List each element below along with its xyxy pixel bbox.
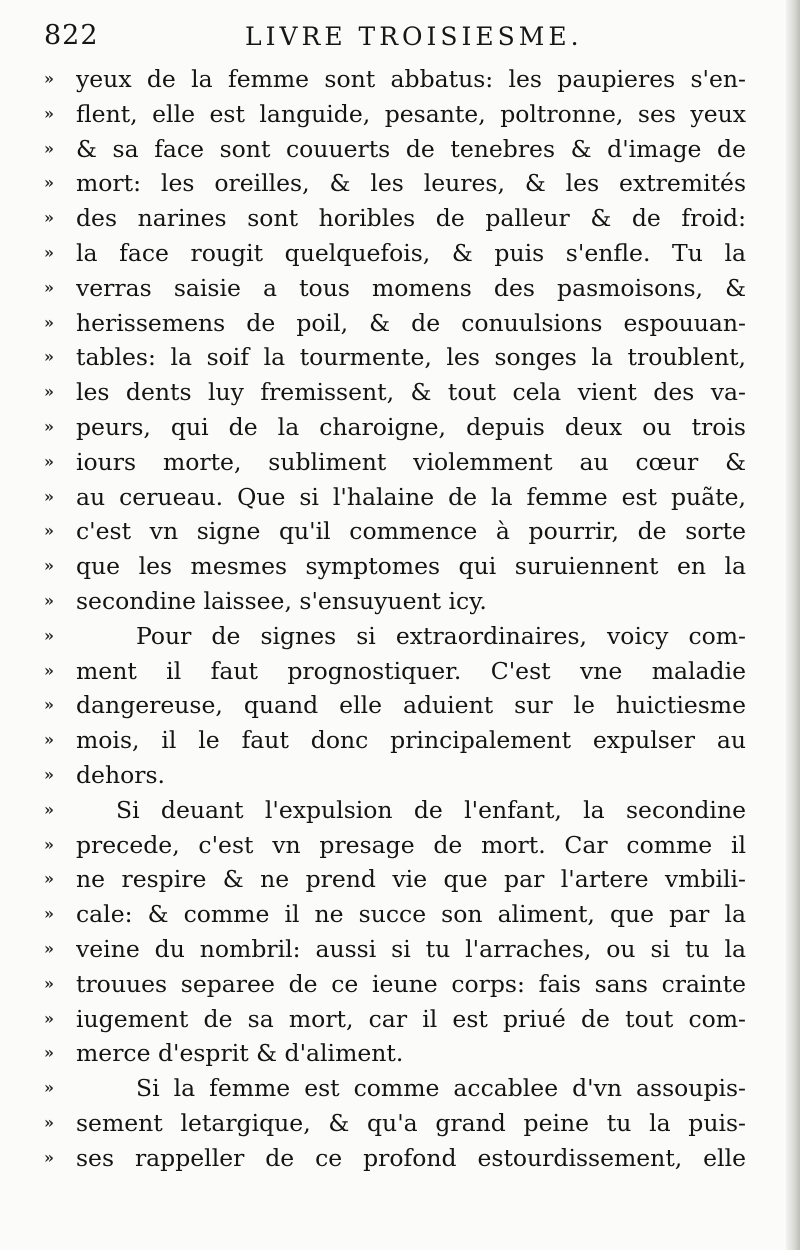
text-line	[44, 514, 746, 549]
quotation-marker: »	[44, 103, 54, 123]
quotation-marker: »	[44, 1008, 54, 1028]
quotation-marker: »	[44, 1147, 54, 1167]
line-text: yeux de la femme sont abbatus: les paupieres s'en-	[76, 65, 746, 93]
quotation-marker: »	[44, 1112, 54, 1132]
quotation-marker: »	[44, 312, 54, 332]
quotation-marker: »	[44, 590, 54, 610]
line-text: precede, c'est vn presage de mort. Car comme il	[76, 830, 746, 859]
text-line	[44, 410, 746, 445]
quotation-marker: »	[44, 1078, 54, 1098]
line-text: des narines sont horibles de palleur & de froid:	[76, 204, 746, 233]
line-text: ses rappeller de ce profond estourdissement, elle	[76, 1143, 746, 1172]
line-text: herissemens de poil, & de conuulsions espouuan-	[76, 308, 746, 337]
quotation-marker: »	[44, 660, 54, 680]
line-text: mort: les oreilles, & les leures, & les extremités	[76, 169, 746, 198]
text-line	[44, 897, 746, 932]
quotation-marker: »	[44, 973, 54, 993]
quotation-marker: »	[44, 173, 54, 193]
quotation-marker: »	[44, 625, 54, 645]
text-line	[44, 828, 746, 863]
text-line	[44, 445, 746, 480]
text-line	[44, 862, 746, 897]
quotation-marker: »	[44, 486, 54, 506]
text-line	[44, 340, 746, 375]
quotation-marker: »	[44, 138, 54, 158]
line-text: iours morte, subliment violemment au cœur &	[76, 447, 746, 476]
quotation-marker: »	[44, 382, 54, 402]
line-text: tables: la soif la tourmente, les songes la troublent,	[76, 343, 746, 372]
text-line	[44, 619, 746, 654]
quotation-marker: »	[44, 242, 54, 262]
text-line	[44, 654, 746, 689]
text-line	[44, 688, 746, 723]
quotation-marker: »	[44, 451, 54, 471]
line-text: iugement de sa mort, car il est priué de tout com-	[76, 1004, 746, 1033]
line-text: dehors.	[76, 760, 165, 789]
text-line	[44, 306, 746, 341]
line-text: dangereuse, quand elle aduient sur le huictiesme	[76, 691, 746, 720]
line-text: flent, elle est languide, pesante, poltronne, ses yeux	[76, 99, 746, 128]
text-line	[44, 375, 746, 410]
line-text: ne respire & ne prend vie que par l'artere vmbili-	[76, 865, 746, 894]
line-text: mois, il le faut donc principalement expulser au	[76, 726, 746, 755]
quotation-marker: »	[44, 799, 54, 819]
text-line	[44, 1106, 746, 1141]
text-line	[44, 62, 746, 97]
line-text: & sa face sont couuerts de tenebres & d'image de	[76, 134, 746, 163]
line-text: Si la femme est comme accablee d'vn assoupis-	[136, 1074, 746, 1103]
quotation-marker: »	[44, 277, 54, 297]
text-line	[44, 480, 746, 515]
quotation-marker: »	[44, 69, 54, 88]
page-header	[40, 18, 760, 58]
text-line	[44, 236, 746, 271]
line-text: ment il faut prognostiquer. C'est vne maladie	[76, 656, 746, 685]
line-text: secondine laissee, s'ensuyuent icy.	[76, 586, 487, 615]
line-text: Pour de signes si extraordinaires, voicy com-	[136, 621, 746, 650]
text-line	[44, 1071, 746, 1106]
line-text: que les mesmes symptomes qui suruiennent en la	[76, 552, 746, 581]
line-text: c'est vn signe qu'il commence à pourrir, de sorte	[76, 517, 746, 546]
text-line	[44, 584, 746, 619]
text-line	[44, 1036, 746, 1071]
page-gutter-shadow	[786, 0, 800, 1250]
line-text: merce d'esprit & d'aliment.	[76, 1039, 404, 1068]
line-text: cale: & comme il ne succe son aliment, que par la	[76, 900, 746, 929]
line-text: peurs, qui de la charoigne, depuis deux ou trois	[76, 412, 746, 441]
text-line	[44, 723, 746, 758]
quotation-marker: »	[44, 416, 54, 436]
text-line	[44, 166, 746, 201]
quotation-marker: »	[44, 208, 54, 228]
text-line	[44, 1002, 746, 1037]
line-text: les dents luy fremissent, & tout cela vient des va-	[76, 378, 746, 407]
quotation-marker: »	[44, 869, 54, 889]
body-text	[44, 62, 746, 1176]
line-text: au cerueau. Que si l'halaine de la femme est puãte,	[76, 482, 746, 511]
text-line	[44, 967, 746, 1002]
quotation-marker: »	[44, 1043, 54, 1063]
text-line	[44, 97, 746, 132]
line-text: trouues separee de ce ieune corps: fais sans crainte	[76, 969, 746, 998]
text-line	[44, 201, 746, 236]
quotation-marker: »	[44, 834, 54, 854]
quotation-marker: »	[44, 556, 54, 576]
running-head: LIVRE TROISIESME.	[245, 22, 583, 51]
quotation-marker: »	[44, 695, 54, 715]
quotation-marker: »	[44, 764, 54, 784]
text-line	[44, 1141, 746, 1176]
line-text: la face rougit quelquefois, & puis s'enfle. Tu la	[76, 238, 746, 267]
quotation-marker: »	[44, 904, 54, 924]
page-number: 822	[44, 20, 99, 51]
text-line	[44, 758, 746, 793]
quotation-marker: »	[44, 730, 54, 750]
line-text: veine du nombril: aussi si tu l'arraches, ou si tu la	[76, 934, 746, 963]
line-text: verras saisie a tous momens des pasmoisons, &	[76, 273, 746, 302]
quotation-marker: »	[44, 521, 54, 541]
text-line	[44, 549, 746, 584]
quotation-marker: »	[44, 938, 54, 958]
quotation-marker: »	[44, 347, 54, 367]
text-line	[44, 271, 746, 306]
text-line	[44, 793, 746, 828]
text-line	[44, 132, 746, 167]
line-text: sement letargique, & qu'a grand peine tu la puis-	[76, 1108, 746, 1137]
text-line	[44, 932, 746, 967]
line-text: Si deuant l'expulsion de l'enfant, la secondine	[116, 795, 746, 824]
